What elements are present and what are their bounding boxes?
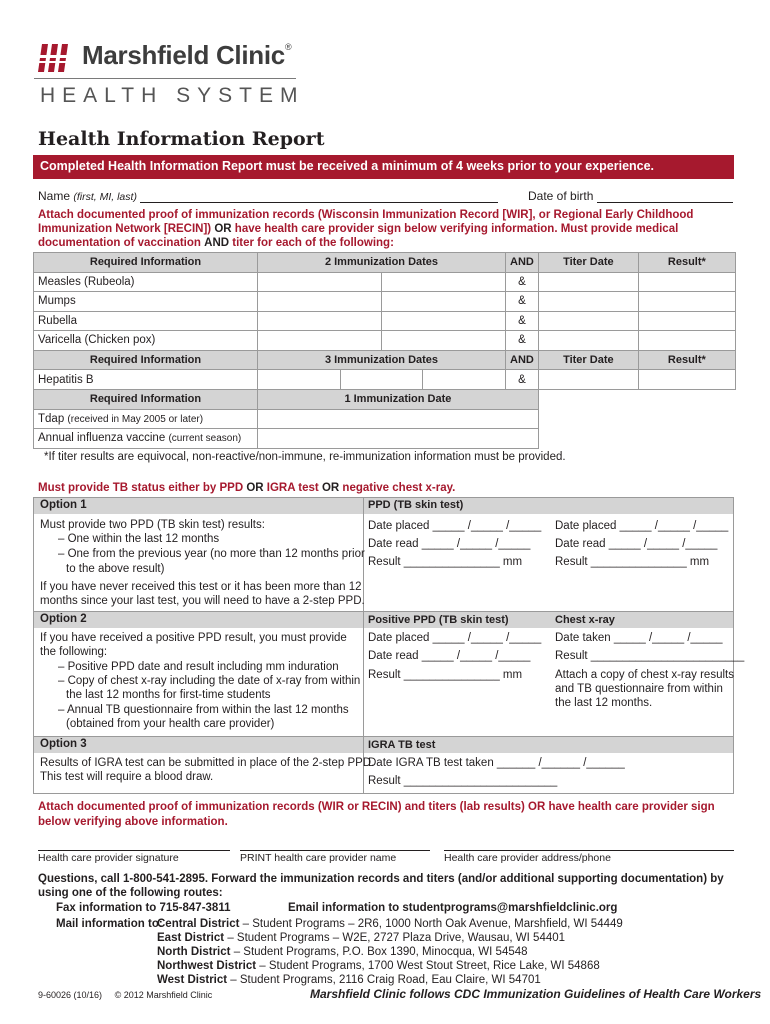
tdap-date-cell[interactable] [258,409,539,429]
xray-result[interactable]: Result ________________________ [555,650,745,662]
district-northwest: Northwest District – Student Programs, 1700 West Stout Street, Rice Lake, WI 54868 [157,960,600,972]
positive-ppd-date-read[interactable]: Date read _____ /_____ /_____ [368,650,531,662]
dose-1-cell[interactable] [258,370,341,389]
print-name-line[interactable] [240,850,430,851]
dose-1-cell[interactable] [258,331,382,351]
positive-ppd-date-placed[interactable]: Date placed _____ /_____ /_____ [368,632,542,644]
option1-label: Option 1 [40,499,87,511]
tb-heading: Must provide TB status either by PPD OR IGRA test OR negative chest x-ray. [38,482,456,494]
deadline-banner: Completed Health Information Report must be received a minimum of 4 weeks prior to your experience. [33,155,734,179]
address-line[interactable] [444,850,734,851]
option3-label: Option 3 [40,738,87,750]
marshfield-logo-icon [34,40,70,76]
result-cell[interactable] [638,272,735,292]
table-row: Rubella & [34,311,736,331]
dose-2-cell[interactable] [382,292,506,312]
positive-ppd-result[interactable]: Result _______________ mm [368,669,523,681]
ppd1-date-read[interactable]: Date read _____ /_____ /_____ [368,538,531,550]
mail-label: Mail information to: [56,918,163,930]
titer-note: *If titer results are equivocal, non-reactive/non-immune, re-immunization information must be provided. [44,451,566,463]
table-row: Measles (Rubeola) & [34,272,736,292]
district-north: North District – Student Programs, P.O. Box 1390, Minocqua, WI 54548 [157,946,528,958]
ppd2-date-placed[interactable]: Date placed _____ /_____ /_____ [555,520,729,532]
table-row: Tdap (received in May 2005 or later) [34,409,736,429]
xray-date-taken[interactable]: Date taken _____ /_____ /_____ [555,632,723,644]
dose-1-cell[interactable] [258,272,382,292]
result-cell[interactable] [638,370,735,390]
igra-result[interactable]: Result ________________________ [368,775,558,787]
tb-column-divider [363,497,364,794]
titer-date-cell[interactable] [538,272,638,292]
logo-subtitle: HEALTH SYSTEM [40,84,305,107]
form-code: 9-60026 (10/16) © 2012 Marshfield Clinic [38,990,213,1000]
cdc-note: Marshfield Clinic follows CDC Immunization Guidelines of Health Care Workers [310,987,762,1001]
table-row: Varicella (Chicken pox) & [34,331,736,351]
flu-date-cell[interactable] [258,429,539,449]
immunization-table [33,252,736,449]
table-header-row: Required Information 2 Immunization Dates AND Titer Date Result* [34,253,736,273]
table-header-row: Required Information 1 Immunization Date [34,390,736,410]
table-row: Hepatitis B & [34,370,736,390]
titer-date-cell[interactable] [538,331,638,351]
district-central: Central District – Student Programs – 2R6, 1000 North Oak Avenue, Marshfield, WI 54449 [157,918,623,930]
ppd1-result[interactable]: Result _______________ mm [368,556,523,568]
page-title: Health Information Report [38,128,325,150]
fax-info: Fax information to 715-847-3811 [56,902,231,914]
ppd2-date-read[interactable]: Date read _____ /_____ /_____ [555,538,718,550]
dose-1-cell[interactable] [258,311,382,331]
district-west: West District – Student Programs, 2116 Craig Road, Eau Claire, WI 54701 [157,974,541,986]
igra-header: IGRA TB test [368,739,436,751]
dob-line[interactable] [597,192,733,203]
dob-field[interactable]: Date of birth [528,189,733,203]
logo-divider [34,78,296,79]
ppd2-result[interactable]: Result _______________ mm [555,556,710,568]
titer-date-cell[interactable] [538,292,638,312]
result-cell[interactable] [638,292,735,312]
name-field[interactable]: Name (first, MI, last) [38,189,498,203]
email-info: Email information to studentprograms@marshfieldclinic.org [288,902,618,914]
dose-2-cell[interactable] [341,370,424,389]
titer-date-cell[interactable] [538,370,638,390]
option2-ppd-header: Positive PPD (TB skin test) [368,614,509,626]
option1-ppd-header: PPD (TB skin test) [368,499,464,511]
dose-2-cell[interactable] [382,272,506,292]
provider-attest-instructions: Attach documented proof of immunization records (WIR or RECIN) and titers (lab results) OR have health care provider sign below verifying above information. [38,801,715,828]
name-line[interactable] [140,192,498,203]
contact-instructions: Questions, call 1-800-541-2895. Forward the immunization records and titers (and/or additional supporting documentation) by using one of the following routes: [38,873,724,899]
immunization-instructions: Attach documented proof of immunization records (Wisconsin Immunization Record [WIR], or Regional Early Childhood Immunization Network [RECIN]) OR have health care provider sign below verifying information. Must provide medical documentation of vaccination AND titer for each of the following: [38,209,694,249]
option2-label: Option 2 [40,613,87,625]
dose-3-cell[interactable] [423,370,505,389]
logo-wordmark: Marshfield Clinic® [82,40,292,70]
table-row: Annual influenza vaccine (current season) [34,429,736,449]
result-cell[interactable] [638,311,735,331]
signature-line[interactable] [38,850,230,851]
dose-2-cell[interactable] [382,311,506,331]
ppd1-date-placed[interactable]: Date placed _____ /_____ /_____ [368,520,542,532]
result-cell[interactable] [638,331,735,351]
district-east: East District – Student Programs – W2E, 2727 Plaza Drive, Wausau, WI 54401 [157,932,566,944]
titer-date-cell[interactable] [538,311,638,331]
igra-date-taken[interactable]: Date IGRA TB test taken ______ /______ /______ [368,757,625,769]
chest-xray-header: Chest x-ray [555,614,615,626]
table-row: Mumps & [34,292,736,312]
table-header-row: Required Information 3 Immunization Dates AND Titer Date Result* [34,350,736,370]
dose-2-cell[interactable] [382,331,506,351]
dose-1-cell[interactable] [258,292,382,312]
